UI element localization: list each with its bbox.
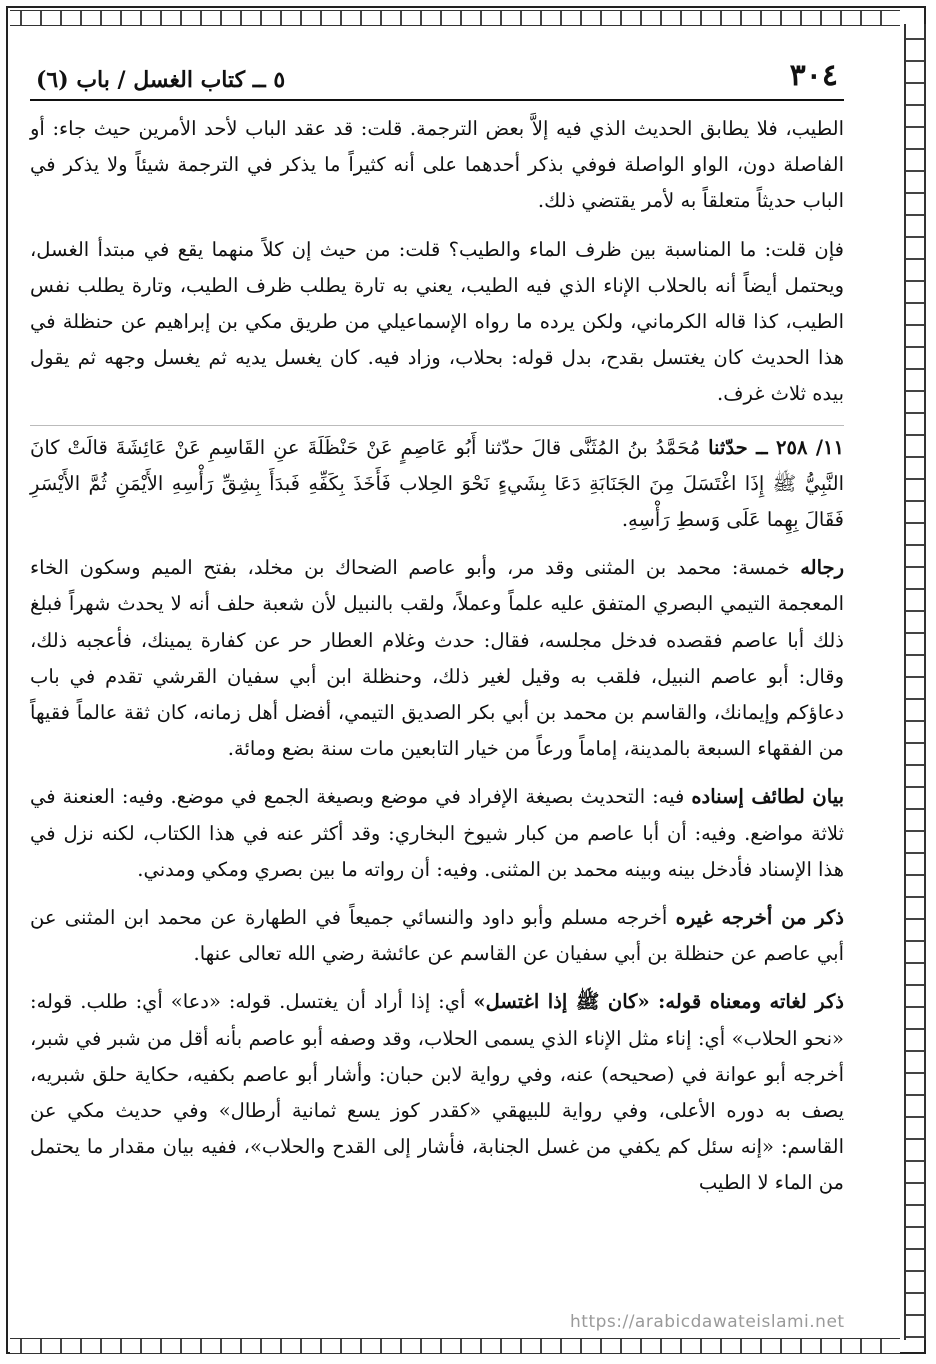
page-header xyxy=(30,58,844,101)
decorative-bottom-border xyxy=(10,1338,900,1354)
paragraph-1 xyxy=(30,111,844,220)
book-page xyxy=(30,58,844,1214)
narrators-section xyxy=(30,550,844,767)
language-meaning-section xyxy=(30,984,844,1201)
hadith-text xyxy=(30,425,844,539)
hadith-body: مُحَمَّدُ بنُ المُثَنَّى قالَ حدّثنا أَبُو عَاصِمٍ عَنْ حَنْظَلَةَ عنِ القَاسِمِ عَنْ عَائِشَةَ قالَتْ كانَ النَّبِيُّ ﷺ إِذَا اغْتَسَلَ مِنَ الجَنَابَةِ دَعَا بِشَيءٍ نَحْوَ الحِلاب فَأَخَذَ بِكَفِّهِ فَبدَأَ بِشِقِّ رَأْسِهِ الأَيْمَنِ ثُمَّ الأَيْسَرِ فَقَالَ بِهِما عَلَى وَسطِ رَأْسِهِ. xyxy=(30,435,844,532)
paragraph-text: أي: إذا أراد أن يغتسل. قوله: «دعا» أي: طلب. قوله: «نحو الحلاب» أي: إناء مثل الإناء الذي يسمى الحلاب، وقد وصفه أبو عاصم بأنه أقل من شبر في شبر، أخرجه أبو عوانة في (صحيحه) عنه، وفي رواية لابن حبان: وأشار أبو عاصم بكفيه، حكاية حلق شبريه، يصف به دوره الأعلى، وفي رواية للبيهقي «كقدر كوز يسع ثمانية أرطال» وفي حديث مكي عن القاسم: «إنه سئل كم يكفي من غسل الجنابة، فأشار إلى القدح والحلاب»، ففيه بيان مقدار ما يحتمل من الماء لا الطيب xyxy=(30,990,844,1195)
decorative-top-border xyxy=(10,10,900,26)
section-heading: بيان لطائف إسناده xyxy=(691,785,845,809)
section-heading: ذكر لغاته ومعناه قوله: «كان ﷺ إذا اغتسل» xyxy=(473,990,844,1014)
hadith-number: ١١/ ٢٥٨ ــ حدّثنا xyxy=(708,435,844,459)
running-title: ٥ ــ كتاب الغسل / باب (٦) xyxy=(36,67,286,93)
decorative-side-border xyxy=(904,24,926,1340)
isnad-subtleties-section xyxy=(30,779,844,888)
paragraph-2 xyxy=(30,232,844,413)
paragraph-text: الطيب، فلا يطابق الحديث الذي فيه إلاَّ بعض الترجمة. قلت: قد عقد الباب لأحد الأمرين حيث جاء: أو الفاصلة دون، الواو الواصلة فوفي بذكر أحدهما على أنه كثيراً ما يذكر في الترجمة شيئاً ولا يذكر في الباب حديثاً متعلقاً به لأمر يقتضي ذلك. xyxy=(30,117,844,213)
other-narrations-section xyxy=(30,900,844,972)
paragraph-text: فيه: التحديث بصيغة الإفراد في موضع وبصيغة الجمع في موضع. وفيه: العنعنة في ثلاثة مواضع. وفيه: أن أبا عاصم من كبار شيوخ البخاري: وقد أكثر عنه في هذا الكتاب، لكنه نزل في هذا الإسناد فأدخل بينه وبينه محمد بن المثنى. وفيه: أن رواته ما بين بصري ومكي ومدني. xyxy=(30,785,844,881)
watermark-url: https://arabicdawateislami.net xyxy=(570,1312,845,1332)
paragraph-text: فإن قلت: ما المناسبة بين ظرف الماء والطيب؟ قلت: من حيث إن كلاً منهما يقع في مبتدأ الغسل، ويحتمل أيضاً أنه بالحلاب الإناء الذي فيه الطيب، يعني به تارة يطلب ظرف الطيب، وتارة يطلب نفس الطيب، كذا قاله الكرماني، ولكن يرده ما رواه الإسماعيلي من طريق مكي بن إبراهيم عن حنظلة في هذا الحديث كان يغتسل بقدح، بدل قوله: بحلاب، وزاد فيه. كان يغسل يديه ثم يغسل وجهه ثم يقول بيده ثلاث غرف. xyxy=(30,237,844,406)
paragraph-text: أخرجه مسلم وأبو داود والنسائي جميعاً في الطهارة عن محمد ابن المثنى عن أبي عاصم عن حنظلة بن أبي سفيان عن القاسم عن عائشة رضي الله تعالى عنها. xyxy=(30,906,844,966)
section-heading: رجاله xyxy=(800,556,844,580)
paragraph-text: خمسة: محمد بن المثنى وقد مر، وأبو عاصم الضحاك بن مخلد، بفتح الميم وسكون الخاء المعجمة التيمي البصري المتفق عليه علماً وعملاً، ولقب بالنبيل لأن شعبة حلف أنه لا يحدث شهراً فبلغ ذلك أبا عاصم فقصده فدخل مجلسه، فقال: حدث وغلام العطار حر عن كفارة يمينك، فأعجبه ذلك، وقال: أبو عاصم النبيل، فلقب به وقيل لغير ذلك، وحنظلة ابن أبي سفيان القرشي تقدم في باب دعاؤكم وإيمانك، والقاسم بن محمد بن أبي بكر الصديق التيمي، أفضل أهل زمانه، كان ثقة عالماً فقيهاً من الفقهاء السبعة بالمدينة، إماماً ورعاً من خيار التابعين مات سنة بضع ومائة. xyxy=(30,556,844,761)
section-heading: ذكر من أخرجه غيره xyxy=(675,906,844,930)
page-number: ٣٠٤ xyxy=(789,58,838,93)
